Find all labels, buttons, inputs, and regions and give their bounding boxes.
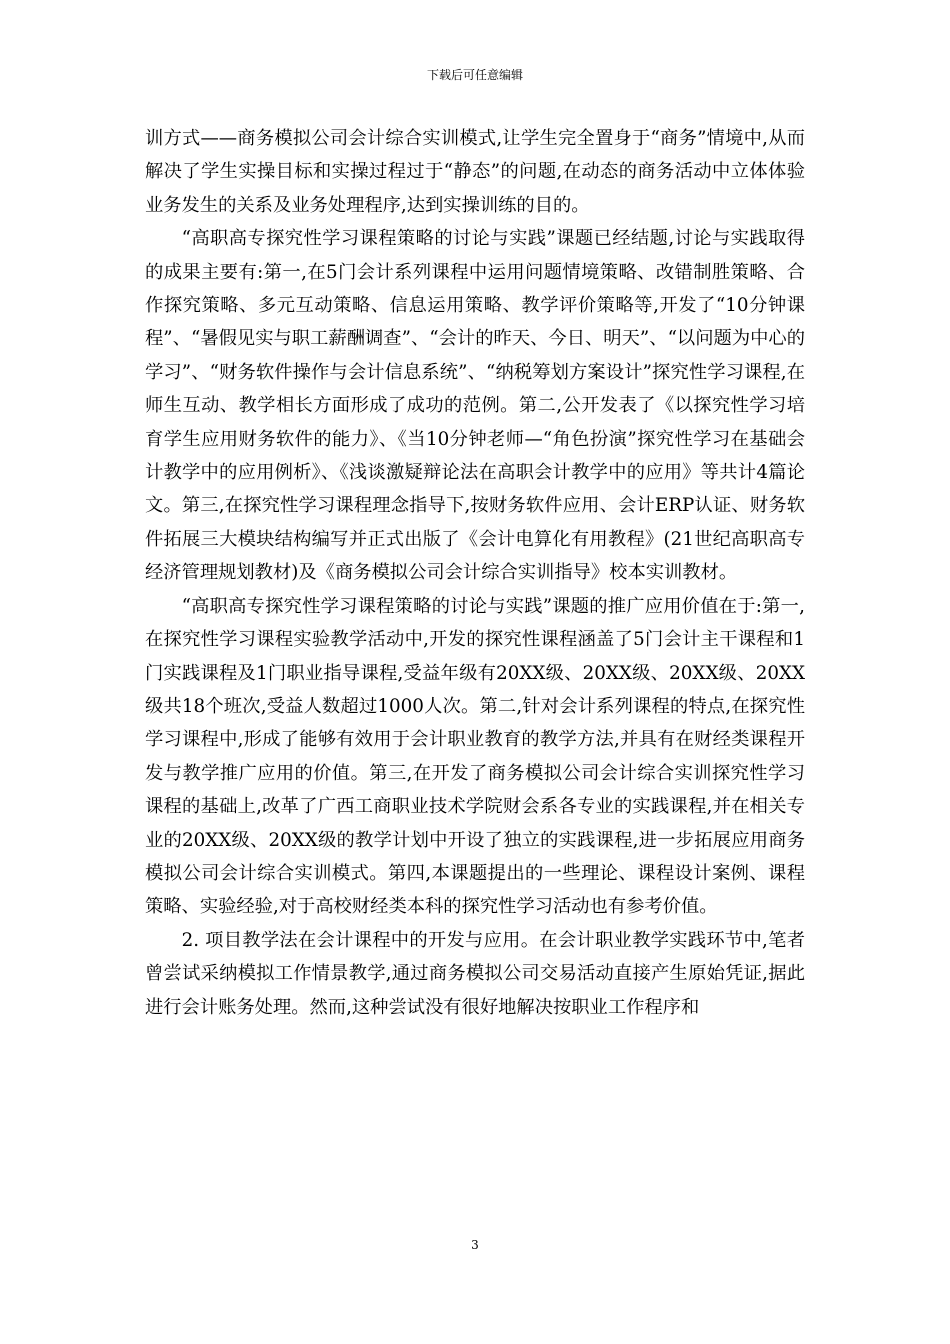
paragraph-research-results: “高职高专探究性学习课程策略的讨论与实践”课题已经结题,讨论与实践取得的成果主要有:第一,在5门会计系列课程中运用问题情境策略、改错制胜策略、合作探究策略、多元互动策略、信息运用策略、教学评价策略等,开发了“10分钟课程”、“暑假见实与职工薪酬调查”、“会计的昨天、今日、明天”、“以问题为中心的学习”、“财务软件操作与会计信息系统”、“纳税筹划方案设计”探究性学习课程,在师生互动、教学相长方面形成了成功的范例。第二,公开发表了《以探究性学习培育学生应用财务软件的能力》、《当10分钟老师—“角色扮演”探究性学习在基础会计教学中的应用例析》、《浅谈激疑辩论法在高职会计教学中的应用》等共计4篇论文。第三,在探究性学习课程理念指导下,按财务软件应用、会计ERP认证、财务软件拓展三大模块结构编写并正式出版了《会计电算化有用教程》(21世纪高职高专经济管理规划教材)及《商务模拟公司会计综合实训指导》校本实训教材。: [145, 228, 805, 584]
paragraph-continuation: 训方式——商务模拟公司会计综合实训模式,让学生完全置身于“商务”情境中,从而解决了学生实操目标和实操过程过于“静态”的问题,在动态的商务活动中立体体验业务发生的关系及业务处理程序,达到实操训练的目的。: [145, 128, 805, 216]
page-number: 3: [471, 1238, 479, 1252]
page-header: 下载后可任意编辑: [426, 68, 523, 82]
document-body: [145, 122, 805, 1024]
paragraph-application-value: “高职高专探究性学习课程策略的讨论与实践”课题的推广应用价值在于:第一,在探究性学习课程实验教学活动中,开发的探究性课程涵盖了5门会计主干课程和1门实践课程及1门职业指导课程,受益年级有20XX级、20XX级、20XX级、20XX级共18个班次,受益人数超过1000人次。第二,针对会计系列课程的特点,在探究性学习课程中,形成了能够有效用于会计职业教育的教学方法,并具有在财经类课程开发与教学推广应用的价值。第三,在开发了商务模拟公司会计综合实训探究性学习课程的基础上,改革了广西工商职业技术学院财会系各专业的实践课程,并在相关专业的20XX级、20XX级的教学计划中开设了独立的实践课程,进一步拓展应用商务模拟公司会计综合实训模式。第四,本课题提出的一些理论、课程设计案例、课程策略、实验经验,对于高校财经类本科的探究性学习活动也有参考价值。: [145, 595, 805, 918]
paragraph-project-teaching: 2. 项目教学法在会计课程中的开发与应用。在会计职业教学实践环节中,笔者曾尝试采纳模拟工作情景教学,通过商务模拟公司交易活动直接产生原始凭证,据此进行会计账务处理。然而,这种尝试没有很好地解决按职业工作程序和: [145, 929, 805, 1018]
